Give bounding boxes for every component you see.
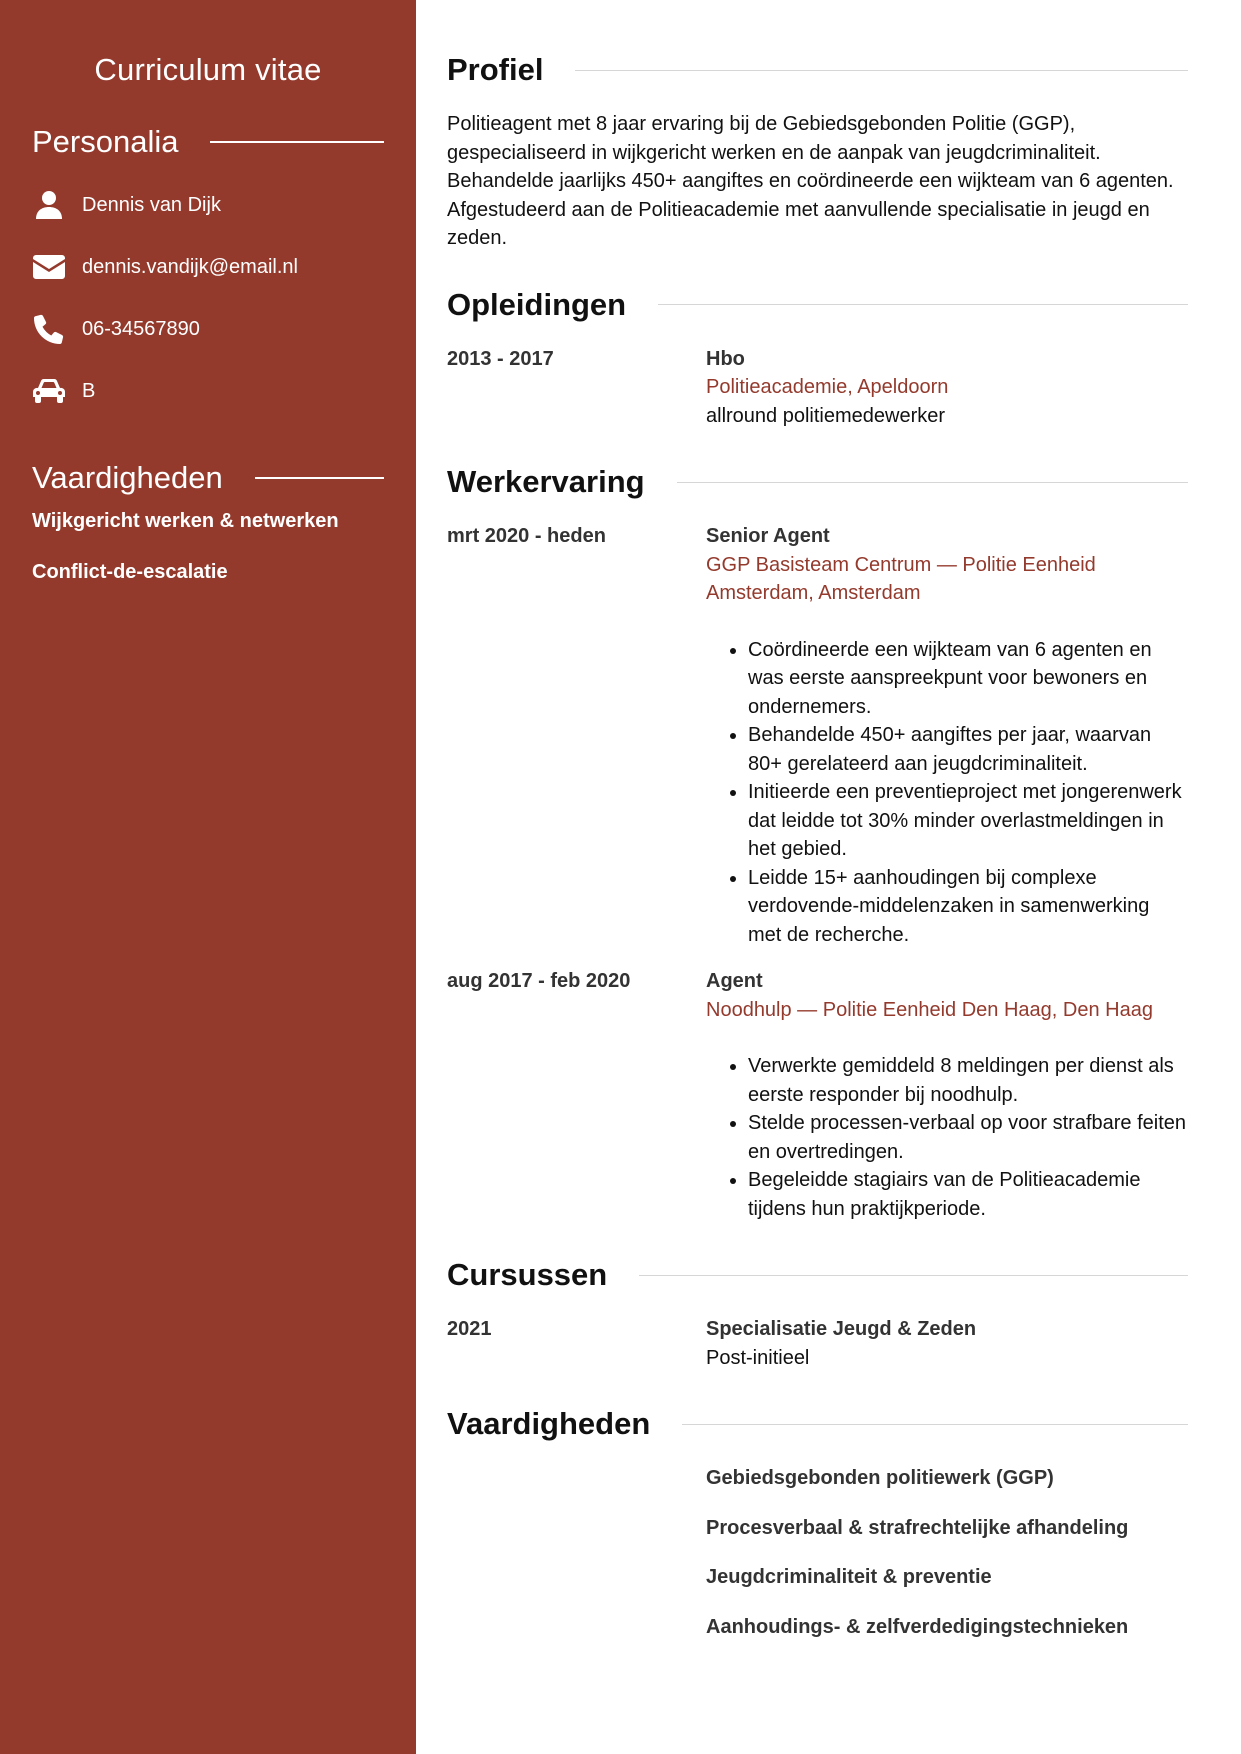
contact-email[interactable] [32,236,384,298]
profile-section [447,52,1188,253]
profile-text: Politieagent met 8 jaar ervaring bij de Gebiedsgebonden Politie (GGP), gespecialiseerd in wijkgericht werken en de aanpak van jeugdcriminaliteit. Behandelde jaarlijks 450+ aangiftes en coördineerde een wijkteam van 6 agenten. Afgestudeerd aan de Politieacademie met aanvullende specialisatie in jeugd en zeden. [447,113,1174,249]
bullet-item: • Verwerkte gemiddeld 8 meldingen per dienst als eerste responder bij noodhulp. [748,1052,1188,1109]
courses-section [447,1257,1188,1372]
entry-subtitle: Post-initieel [706,1346,810,1369]
person-icon [32,188,66,222]
education-entry [447,345,1188,431]
course-entry [447,1315,1188,1372]
entry-institution: Politieacademie, Apeldoorn [706,376,949,398]
entry-date: aug 2017 - feb 2020 [447,970,631,992]
sidebar-skill-item: Conflict-de-escalatie [32,561,228,583]
experience-divider [677,482,1188,483]
entry-subtitle: allround politiemedewerker [706,404,946,427]
bullet-item: • Stelde processen-verbaal op voor strafbare feiten en overtredingen. [748,1109,1188,1166]
entry-employer: Noodhulp — Politie Eenheid Den Haag, Den Haag [706,998,1153,1021]
personalia-divider [210,141,384,143]
profile-heading-label: Profiel [447,52,544,87]
bullet-item: • Begeleidde stagiairs van de Politieacademie tijdens hun praktijkperiode. [748,1166,1188,1223]
experience-heading-label: Werkervaring [447,464,645,499]
skill-item: Procesverbaal & strafrechtelijke afhandeling [706,1516,1129,1539]
profile-divider [575,70,1188,71]
skill-item: Aanhoudings- & zelfverdedigingstechnieken [706,1615,1129,1638]
entry-title: Specialisatie Jeugd & Zeden [706,1318,977,1340]
entry-date: mrt 2020 - heden [447,525,606,547]
envelope-icon [32,250,66,284]
contact-name-text: Dennis van Dijk [82,193,221,216]
contact-license-text: B [82,379,96,402]
contact-license [32,360,384,422]
experience-section [447,464,1188,1223]
entry-body [706,522,1188,949]
bullet-list [706,1052,1188,1223]
entry-title: Senior Agent [706,525,830,547]
sidebar-skills-heading [32,460,384,496]
courses-divider [639,1275,1188,1276]
skills-list [447,1464,1188,1662]
entry-body [706,967,1188,1223]
cv-title: Curriculum vitae [94,52,322,87]
phone-icon [32,312,66,346]
sidebar-skills-list [32,510,384,584]
profile-heading [447,52,1188,88]
entry-body [706,345,1188,431]
sidebar [0,0,416,1754]
bullet-list [706,636,1188,950]
skill-item: Gebiedsgebonden politiewerk (GGP) [706,1467,1054,1489]
personalia-heading [32,124,384,160]
entry-title: Agent [706,970,763,992]
main-content [416,0,1241,1754]
skills-heading [447,1406,1188,1442]
skills-divider [682,1424,1188,1425]
bullet-item: • Initieerde een preventieproject met jongerenwerk dat leidde tot 30% minder overlastmeldingen in het gebied. [748,778,1188,864]
education-heading [447,287,1188,323]
entry-body [706,1315,1188,1372]
entry-date: 2021 [447,1318,492,1340]
sidebar-skills-heading-label: Vaardigheden [32,460,223,495]
entry-employer: GGP Basisteam Centrum — Politie Eenheid Amsterdam, Amsterdam [706,553,1096,604]
courses-heading-label: Cursussen [447,1257,608,1292]
courses-heading [447,1257,1188,1293]
experience-entry [447,967,1188,1223]
skills-section [447,1406,1188,1662]
skill-item: Jeugdcriminaliteit & preventie [706,1566,992,1588]
car-icon [32,374,66,408]
bullet-item: • Coördineerde een wijkteam van 6 agenten en was eerste aanspreekpunt voor bewoners en ondernemers. [748,636,1188,722]
sidebar-skills-divider [255,477,384,479]
experience-heading [447,464,1188,500]
contact-email-text[interactable]: dennis.vandijk@email.nl [82,255,298,278]
contact-list [32,174,384,422]
sidebar-skill-item: Wijkgericht werken & netwerken [32,510,339,532]
experience-entry [447,522,1188,949]
bullet-item: • Behandelde 450+ aangiftes per jaar, waarvan 80+ gerelateerd aan jeugdcriminaliteit. [748,721,1188,778]
personalia-heading-label: Personalia [32,124,179,159]
contact-phone-text[interactable]: 06-34567890 [82,317,200,340]
skills-heading-label: Vaardigheden [447,1406,651,1441]
entry-title: Hbo [706,347,745,370]
education-section [447,287,1188,431]
bullet-item: • Leidde 15+ aanhoudingen bij complexe verdovende-middelenzaken in samenwerking met de recherche. [748,864,1188,950]
contact-phone[interactable] [32,298,384,360]
contact-name [32,174,384,236]
entry-date: 2013 - 2017 [447,347,554,370]
education-heading-label: Opleidingen [447,286,627,322]
education-divider [658,304,1188,305]
